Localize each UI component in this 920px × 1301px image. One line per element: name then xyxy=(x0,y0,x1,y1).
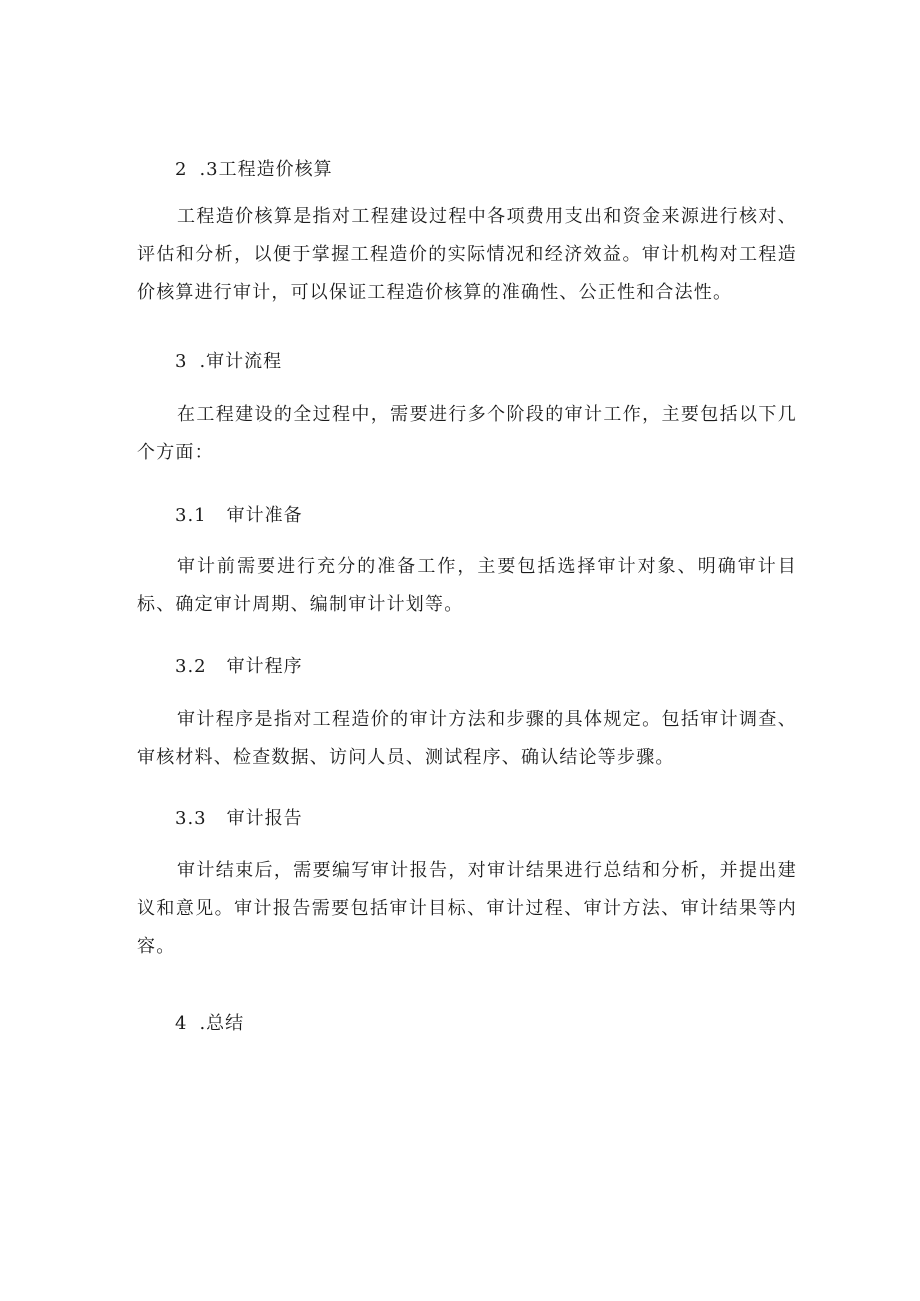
section-number: 3.1 xyxy=(175,505,207,526)
section-heading-2-3 xyxy=(175,156,333,184)
section-paragraph-3-2: 审计程序是指对工程造价的审计方法和步骤的具体规定。包括审计调查、审核材料、检查数据、访问人员、测试程序、确认结论等步骤。 xyxy=(137,709,797,768)
section-paragraph-3-1: 审计前需要进行充分的准备工作，主要包括选择审计对象、明确审计目标、确定审计周期、编制审计计划等。 xyxy=(137,556,797,615)
section-paragraph-2-3: 工程造价核算是指对工程建设过程中各项费用支出和资金来源进行核对、评估和分析，以便于掌握工程造价的实际情况和经济效益。审计机构对工程造价核算进行审计，可以保证工程造价核算的准确性、公正性和合法性。 xyxy=(137,206,797,303)
section-paragraph-3-3: 审计结束后，需要编写审计报告，对审计结果进行总结和分析，并提出建议和意见。审计报告需要包括审计目标、审计过程、审计方法、审计结果等内容。 xyxy=(137,860,797,957)
section-title: 审计准备 xyxy=(226,505,303,526)
section-heading-3-1 xyxy=(175,502,303,530)
section-heading-4 xyxy=(175,1010,244,1038)
section-title: .3工程造价核算 xyxy=(199,159,333,180)
section-heading-3-2 xyxy=(175,653,303,681)
section-title: 审计报告 xyxy=(226,808,303,829)
section-number: 3.3 xyxy=(175,808,207,829)
section-title: 审计程序 xyxy=(226,656,303,677)
section-number: 2 xyxy=(175,159,188,180)
section-number: 3 xyxy=(175,351,188,372)
section-number: 3.2 xyxy=(175,656,207,677)
section-number: 4 xyxy=(175,1013,188,1034)
section-heading-3-3 xyxy=(175,805,303,833)
section-heading-3 xyxy=(175,348,282,376)
section-title: .总结 xyxy=(199,1013,245,1034)
section-paragraph-3: 在工程建设的全过程中，需要进行多个阶段的审计工作，主要包括以下几个方面： xyxy=(137,404,797,463)
section-title: .审计流程 xyxy=(199,351,283,372)
